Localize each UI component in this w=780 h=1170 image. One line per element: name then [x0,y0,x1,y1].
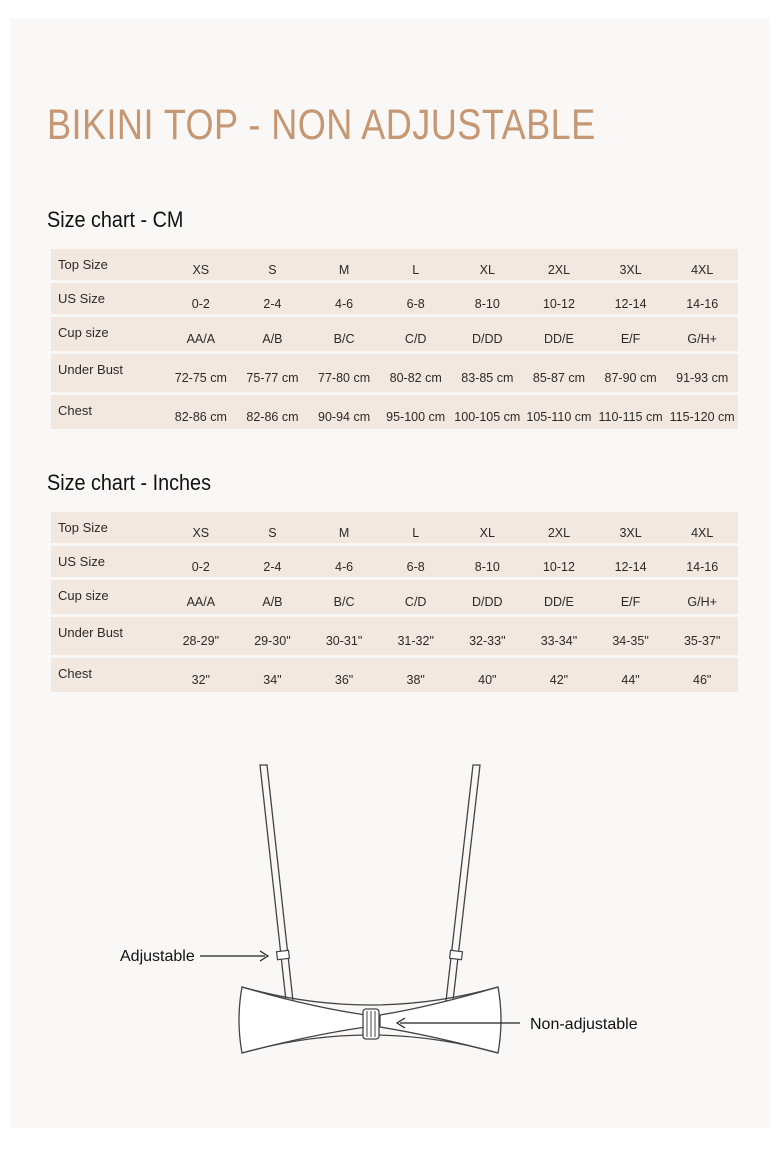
table-cell: 32-33" [452,617,524,655]
left-strap [260,765,293,1001]
table-cell: D/DD [452,580,524,614]
table-cell: 44" [595,658,667,692]
table-cell: 46" [666,658,738,692]
table-cell: 0-2 [165,546,237,577]
table-cell: 6-8 [380,546,452,577]
table-cell: G/H+ [666,317,738,351]
table-cell: A/B [237,317,309,351]
table-cell: 29-30" [237,617,309,655]
table-cell: S [237,249,309,280]
table-cell: L [380,249,452,280]
table-cell: G/H+ [666,580,738,614]
table-cell: 34" [237,658,309,692]
table-cell: XL [452,249,524,280]
table-cell: 85-87 cm [523,354,595,392]
table-cell: C/D [380,317,452,351]
table-cell: 91-93 cm [666,354,738,392]
inches-chart-heading: Size chart - Inches [47,470,211,495]
row-label: Chest [51,658,165,692]
table-cell: 82-86 cm [165,395,237,429]
adjustable-label: Adjustable [120,948,195,965]
table-cell: 100-105 cm [452,395,524,429]
table-cell: 36" [308,658,380,692]
table-cell: 40" [452,658,524,692]
table-cell: 87-90 cm [595,354,667,392]
table-cell: 42" [523,658,595,692]
table-cell: DD/E [523,317,595,351]
table-cell: 72-75 cm [165,354,237,392]
table-row [51,317,738,351]
table-cell: D/DD [452,317,524,351]
right-strap [446,765,480,1001]
table-cell: 115-120 cm [666,395,738,429]
bandeau-body [239,987,366,1053]
row-label: Top Size [51,512,165,543]
table-cell: 28-29" [165,617,237,655]
row-label: Under Bust [51,354,165,392]
table-row [51,617,738,655]
table-cell: 90-94 cm [308,395,380,429]
table-row [51,512,738,543]
table-cell: 2XL [523,249,595,280]
table-row [51,658,738,692]
table-cell: 3XL [595,249,667,280]
table-cell: 4-6 [308,283,380,314]
size-table-inches [51,509,738,695]
adjustable-callout [120,948,268,965]
table-cell: A/B [237,580,309,614]
table-cell: 80-82 cm [380,354,452,392]
table-cell: 31-32" [380,617,452,655]
row-label: Cup size [51,580,165,614]
table-cell: 95-100 cm [380,395,452,429]
table-cell: 32" [165,658,237,692]
table-cell: AA/A [165,580,237,614]
table-row [51,546,738,577]
table-cell: 0-2 [165,283,237,314]
table-cell: 8-10 [452,546,524,577]
table-cell: 6-8 [380,283,452,314]
table-cell: XS [165,249,237,280]
cm-chart-heading: Size chart - CM [47,207,184,232]
table-cell: 10-12 [523,546,595,577]
row-label: US Size [51,546,165,577]
row-label: Cup size [51,317,165,351]
table-cell: 14-16 [666,283,738,314]
table-cell: 30-31" [308,617,380,655]
table-cell: 4XL [666,512,738,543]
row-label: US Size [51,283,165,314]
non-adjustable-label: Non-adjustable [530,1016,638,1033]
table-cell: 105-110 cm [523,395,595,429]
table-row [51,354,738,392]
table-cell: C/D [380,580,452,614]
table-cell: 8-10 [452,283,524,314]
table-cell: XL [452,512,524,543]
table-cell: B/C [308,580,380,614]
table-cell: 77-80 cm [308,354,380,392]
table-cell: 38" [380,658,452,692]
table-cell: M [308,249,380,280]
left-strap-slider [277,950,290,959]
table-cell: 2-4 [237,546,309,577]
table-cell: E/F [595,317,667,351]
table-cell: M [308,512,380,543]
bandeau-body-right [380,987,501,1053]
table-cell: 75-77 cm [237,354,309,392]
table-cell: 83-85 cm [452,354,524,392]
table-cell: 12-14 [595,283,667,314]
table-cell: 12-14 [595,546,667,577]
table-row [51,249,738,280]
right-strap-slider [450,950,463,959]
table-cell: 3XL [595,512,667,543]
table-cell: 35-37" [666,617,738,655]
table-cell: L [380,512,452,543]
table-cell: AA/A [165,317,237,351]
table-cell: 10-12 [523,283,595,314]
table-cell: 2-4 [237,283,309,314]
row-label: Top Size [51,249,165,280]
table-cell: 2XL [523,512,595,543]
row-label: Chest [51,395,165,429]
table-cell: XS [165,512,237,543]
page-title: BIKINI TOP - NON ADJUSTABLE [47,101,596,149]
table-row [51,283,738,314]
table-cell: 82-86 cm [237,395,309,429]
size-table-cm [51,246,738,432]
table-cell: B/C [308,317,380,351]
row-label: Under Bust [51,617,165,655]
table-row [51,580,738,614]
table-cell: 4XL [666,249,738,280]
table-cell: 110-115 cm [595,395,667,429]
table-cell: 4-6 [308,546,380,577]
table-cell: E/F [595,580,667,614]
table-cell: 34-35" [595,617,667,655]
table-row [51,395,738,429]
table-cell: S [237,512,309,543]
table-cell: 33-34" [523,617,595,655]
table-cell: 14-16 [666,546,738,577]
table-cell: DD/E [523,580,595,614]
bikini-top-diagram [110,755,670,1075]
